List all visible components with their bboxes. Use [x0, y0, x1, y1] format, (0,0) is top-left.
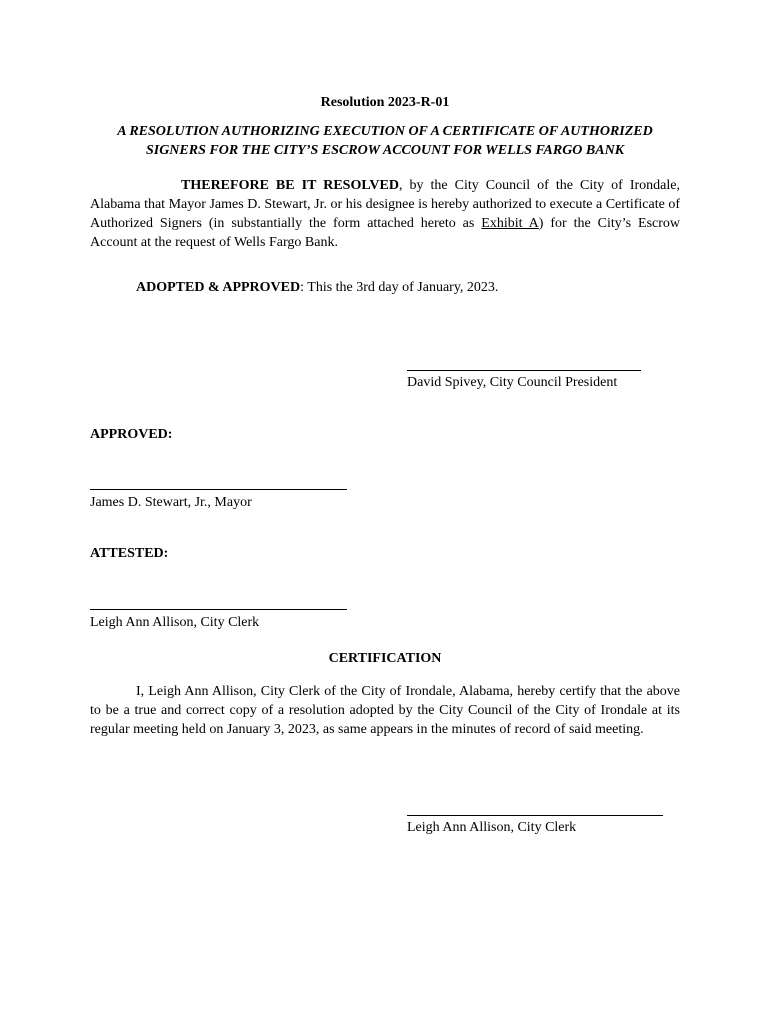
adopted-statement — [136, 278, 498, 297]
approved-heading: APPROVED: — [90, 427, 173, 442]
resolved-text-part-1: , by the City Council of the City of Irondale, Alabama that Mayor James D. Stewart, Jr. or his designee is hereby authorized to execute a Certificate of Authorized Signers (in substantially the form attached hereto as — [90, 178, 680, 231]
resolution-title-line-1: A RESOLUTION AUTHORIZING EXECUTION OF A CERTIFICATE OF AUTHORIZED — [117, 124, 653, 139]
exhibit-a-reference: Exhibit A — [481, 216, 539, 231]
attested-heading: ATTESTED: — [90, 546, 169, 561]
president-signature-caption: David Spivey, City Council President — [407, 375, 618, 390]
certification-paragraph: I, Leigh Ann Allison, City Clerk of the City of Irondale, Alabama, hereby certify that the above to be a true and correct copy of a resolution adopted by the City Council of the City of Irondale at its regular meeting held on January 3, 2023, as same appears in the minutes of record of said meeting. — [90, 684, 680, 737]
resolution-title-line-2: SIGNERS FOR THE CITY’S ESCROW ACCOUNT FOR WELLS FARGO BANK — [145, 143, 625, 158]
certification-signature-line — [407, 815, 663, 816]
clerk-signature-caption: Leigh Ann Allison, City Clerk — [90, 615, 260, 630]
resolution-title — [80, 122, 690, 160]
mayor-signature-line — [90, 489, 347, 490]
mayor-signature-caption: James D. Stewart, Jr., Mayor — [90, 495, 252, 510]
resolved-lead: THEREFORE BE IT RESOLVED — [181, 178, 399, 193]
president-signature-line — [407, 370, 641, 371]
resolution-number: Resolution 2023-R-01 — [320, 95, 450, 110]
certification-heading: CERTIFICATION — [328, 651, 442, 666]
resolved-paragraph — [90, 176, 680, 252]
adopted-text: : This the 3rd day of January, 2023. — [300, 280, 499, 295]
resolved-text-part-2: ) for the City’s Escrow Account at the request of Wells Fargo Bank. — [90, 216, 681, 250]
clerk-signature-line — [90, 609, 347, 610]
adopted-lead: ADOPTED & APPROVED — [136, 280, 301, 295]
certification-signature-caption: Leigh Ann Allison, City Clerk — [407, 820, 577, 835]
